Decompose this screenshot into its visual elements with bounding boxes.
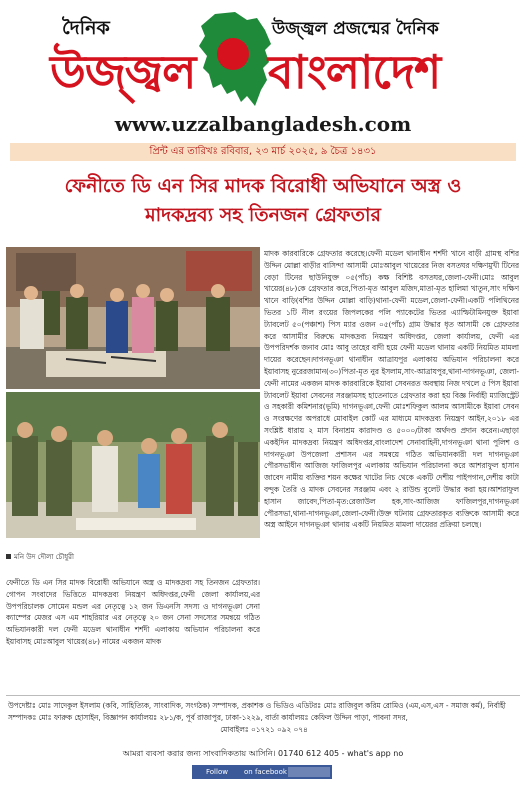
article-body-left: ফেনীতে ডি এন সির মাদক বিরোধী অভিযানে অস্ত্র ও মাদকদ্রব্য সহ তিনজন গ্রেফতার।গোপন সংবাদের ভিত্তিতে মাদকদ্রব্য নিয়ন্ত্রণ অধিদপ্তর,ফেনী জেলা কার্যালয়,এর উপপরিচালক সোমেন মন্ডল এর নেতৃত্বে ১২ জন ডিএনসি সদস্য ও দাগনভূঞা সেনা ক্যাম্পের মেজর এস এম শাহরিয়ার এর নেতৃত্বে ২০ জন সেনা সদস্যের সমন্বয়ে গঠিত অভিযানকারী দল ফেনী মডেল থানাধীন শর্শদী এলাকায় অভিযান পরিচালনা করে ইয়াবাসহ মোঃআবুল খায়ের(৪৮) নামের একজন মাদক [6,578,260,646]
footer-divider [6,695,520,696]
photo-caption [6,551,74,563]
article-headline [10,172,516,230]
website-url[interactable]: www.uzzalbangladesh.com [114,112,412,136]
masthead-name-left: উজ্জ্বল [50,45,196,99]
masthead [0,0,526,143]
news-photo-2 [6,392,260,538]
follow-label: Follow [206,768,228,776]
article-body-right: মাদক কারবারিকে গ্রেফতার করেছে।ফেনী মডেল থানাধীন শর্শদী খানে বাড়ী গ্রামস্থ বশির উদ্দিন মোল্লা বাড়ীর বাসিন্দা আসামী মোঃআবুল খায়েরের নিজ বসতঘর দক্ষিণমুখী টিনের বেড়া টিনের ছাউনিযুক্ত ০৫(পাঁচ) কক্ষ বিশিষ্ট বসতঘর,জেলা-ফেনী।মোঃ আবুল খায়ের(৪৮)কে গ্রেফতার করে,পিতা-মৃত আবুল মজিদ,মাতা-মৃত হালিমা খাতুন,সাং দক্ষিণ খানে বাড়ি(বশির উদ্দিন মোল্লা বাড়ি)থানা-ফেনী মডেল,জেলা-ফেনী।একটি পলিথিনের ভিতর ১টি নীল রংয়ের জিপলকের পলি প্যাকেটের ভিতর এ্যাম্ফিটামিনযুক্ত ইয়াবা ট্যাবলেট ৫০(পঞ্চাশ) পিস ম্যার ওজন ০৫(পাঁচ) গ্রাম উদ্ধার ধৃত আসামী কে গ্রেফতার করে আসামীর বিরুদ্ধে মাদকদ্রব্য নিয়ন্ত্রণ অধিদপ্তর, জেলা কার্যালয়, ফেনী এর উপপরিদর্শক জনাব মোঃ আবু তাহের বাদী হয়ে ফেনী মডেল থানায় একটি নিয়মিত মামলা দায়ের করেছেন।দাগনভূঞা থানাধীন আত্রাযপুর এলাকায় অভিযান পরিচালনা করে ইয়াবাসহ নুরেরজামান(৩০)পিতা-মৃত নুর ইসলাম,সাং-আত্রাযপুর,থানা-দাগনভূঞা, জেলা-ফেনী নামের একজন মাদক কারবারিকে ইয়াবা সেবনরত অবস্থায় নিজ দখলে ৫ পিস ইয়াবা ট্যাবলেট ইয়াবা সেবনের সরঞ্জামসহ হাতেনাতে গ্রেফতার করা হয় বিজ্ঞ নির্বাহী ম্যাজিস্ট্রেট ও সহকারী কমিশনার(ভূমি) দাগনভূঞা,ফেনী মোঃশফিকুল আলম আসামীকে ইয়াবা সেবন ও সংরক্ষণের অপরাধে মোবাইল কোর্ট এর মাধ্যমে মাদকদ্রব্য নিয়ন্ত্রণ আইন,২০১৮ এর সংশ্লিষ্ট ধারায় ২ মাস বিনাশ্রম কারাদণ্ড ও ৫০০০/টাকা অর্থদণ্ড প্রদান করেন।এছাড়া একইদিন মাদকদ্রব্য নিয়ন্ত্রণ অধিদপ্তর,বাংলাদেশ সেনাবাহিনী,দাগনভূঞা থানা পুলিশ ও দাগনভূঞা উপজেলা প্রশাসন এর সমন্বয়ে গঠিত অভিযানকারী দল দাগনভূঞা পৌরসভাধীন আজিজ ফাজিলপুর এলাকায় অভিযান পরিচালনা করে আশরাফুল হাসান জাবেদ নামীয় ব্যক্তির শয়ন কক্ষের খাটের নিচ থেকে একটি দেশীয় পাইপগান,দেশীয় কাটা বন্দুক তৈরি ও মাদক সেবনের সরঞ্জাম এবং ২ রাউন্ড বুলেট উদ্ধার করা হয়।আশরাফুল হাসান জাবেদ,পিতা-মৃত:রেজাউল হক,সাং-আজিজ ফাজিলপুর,দাগনভূঞা পৌরসভা,থানা-দাগনভূঞা,জেলা-ফেনী।উক্ত ঘটনায় গ্রেফতারকৃত ব্যক্তিকে আসামী করে অস্ত্র আইনে দাগনভূঞা থানায় একটি নিয়মিত মামলা দায়েরর প্রক্রিয়া চলছে। [264,249,519,530]
footer-credits [8,700,520,736]
caption-bullet-icon [6,554,11,559]
footer-editorial-line: উপদেষ্টাঃ মোঃ সাদেকুল ইসলাম (কবি, সাহিত্যিক, সাংবাদিক, সংগঠক) সম্পাদক, প্রকাশক ও ভিডিও এডিটরঃ মোঃ রাজিবুল করিম রোমিও (এম,এস,এস - সমাজ কর্ম), নির্বাহী সম্পাদকঃ মোঃ ফারুক হোসাইন, বিজ্ঞাপন কার্যালয়ঃ ২৮১/ক, পূর্ব রাজাপুর, ঢাকা-১২২৯, বার্তা কার্যালয়ঃ কেফিল উদ্দিন পাড়া, পাবনা সদর, [8,701,506,722]
bangladesh-map-logo [195,10,275,108]
headline-line-1: ফেনীতে ডি এন সির মাদক বিরোধী অভিযানে অস্ত্র ও [64,175,462,197]
news-photo-1 [6,247,260,389]
masthead-name-right: বাংলাদেশ [268,45,441,99]
footer-contact-line: আমরা ব্যবসা করার জন্য সাংবাদিকতায় আসিনি। 01740 612 405 - what's app no [122,749,404,758]
footer-mobile: মোবাইলঃ ০১৭২১ ০৯২ ০৭৪ [220,725,308,734]
print-date: প্রিন্ট এর তারিখঃ রবিবার, ২৩ মার্চ ২০২৫, ৯ চৈত্র ১৪৩১ [10,143,516,161]
headline-line-2: মাদকদ্রব্য সহ তিনজন গ্রেফতার [145,204,381,226]
photo-caption-text: মনি উদ দৌলা চৌধুরী [14,553,75,561]
facebook-like-icon [288,767,330,777]
masthead-tagline-left: দৈনিক [62,17,110,39]
masthead-tagline-right: উজ্জ্বল প্রজন্মের দৈনিক [272,19,439,39]
facebook-label: on facebook [244,768,287,776]
facebook-follow-button[interactable] [192,765,332,779]
